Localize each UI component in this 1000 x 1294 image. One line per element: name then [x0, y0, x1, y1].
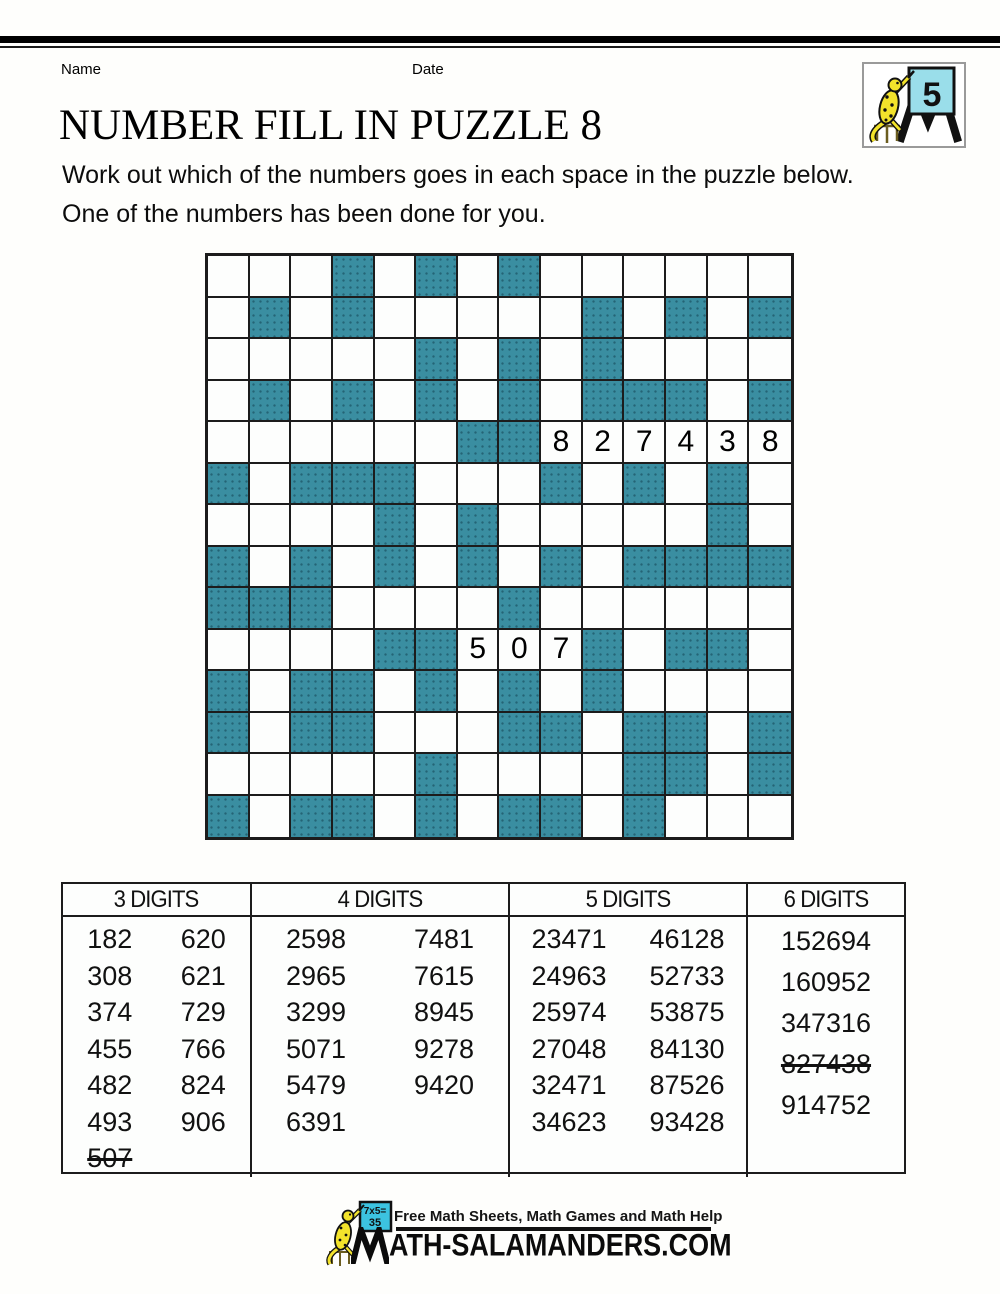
digits-column	[510, 884, 748, 1177]
number-item: 308	[87, 960, 133, 991]
empty-cell[interactable]	[666, 464, 708, 506]
empty-cell[interactable]	[250, 630, 292, 672]
blocked-cell	[333, 256, 375, 298]
number-item: 152694	[780, 926, 872, 956]
empty-cell[interactable]	[208, 505, 250, 547]
empty-cell[interactable]	[375, 713, 417, 755]
empty-cell[interactable]	[208, 256, 250, 298]
empty-cell[interactable]	[666, 588, 708, 630]
empty-cell[interactable]	[583, 256, 625, 298]
empty-cell[interactable]	[375, 256, 417, 298]
name-label: Name	[61, 61, 102, 78]
empty-cell[interactable]	[375, 381, 417, 423]
blocked-cell	[499, 588, 541, 630]
blocked-cell	[375, 630, 417, 672]
empty-cell[interactable]	[499, 298, 541, 340]
prefilled-cell: 2	[583, 422, 625, 464]
empty-cell[interactable]	[708, 671, 750, 713]
empty-cell[interactable]	[708, 588, 750, 630]
blocked-cell	[333, 713, 375, 755]
blocked-cell	[499, 796, 541, 838]
number-item: 5071	[285, 1033, 347, 1064]
digits-column-header-text: 6 DIGITS	[783, 885, 869, 913]
blocked-cell	[666, 298, 708, 340]
empty-cell[interactable]	[583, 754, 625, 796]
number-list	[510, 921, 628, 1177]
blocked-cell	[208, 588, 250, 630]
blocked-cell	[624, 464, 666, 506]
blocked-cell	[333, 671, 375, 713]
empty-cell[interactable]	[499, 505, 541, 547]
number-list	[157, 921, 251, 1177]
blocked-cell	[499, 713, 541, 755]
blocked-cell	[458, 422, 500, 464]
blocked-cell	[333, 796, 375, 838]
number-list	[63, 921, 157, 1177]
grade-badge	[862, 62, 966, 148]
empty-cell[interactable]	[291, 630, 333, 672]
empty-cell[interactable]	[333, 339, 375, 381]
empty-cell[interactable]	[708, 381, 750, 423]
prefilled-cell: 3	[708, 422, 750, 464]
blocked-cell	[208, 464, 250, 506]
empty-cell[interactable]	[291, 505, 333, 547]
number-item: 914752	[780, 1090, 872, 1120]
empty-cell[interactable]	[583, 713, 625, 755]
number-item: 52733	[649, 960, 725, 991]
blocked-cell	[666, 713, 708, 755]
blocked-cell	[624, 547, 666, 589]
number-item: 906	[180, 1106, 226, 1137]
empty-cell[interactable]	[583, 796, 625, 838]
empty-cell[interactable]	[583, 547, 625, 589]
blocked-cell	[499, 422, 541, 464]
digits-column-header	[748, 884, 904, 917]
empty-cell[interactable]	[333, 754, 375, 796]
empty-cell[interactable]	[624, 588, 666, 630]
number-bank-table	[61, 882, 906, 1174]
blocked-cell	[583, 298, 625, 340]
empty-cell[interactable]	[541, 339, 583, 381]
empty-cell[interactable]	[375, 298, 417, 340]
footer-board-line1: 7x5=	[363, 1206, 387, 1217]
empty-cell[interactable]	[749, 796, 791, 838]
blocked-cell	[250, 588, 292, 630]
blocked-cell	[583, 381, 625, 423]
number-item: 824	[180, 1070, 226, 1100]
number-item: 27048	[531, 1033, 607, 1064]
empty-cell[interactable]	[749, 256, 791, 298]
instruction-line-2: One of the numbers has been done for you.	[62, 200, 546, 228]
empty-cell[interactable]	[708, 339, 750, 381]
blocked-cell	[291, 671, 333, 713]
blocked-cell	[666, 754, 708, 796]
digits-column-header-text: 4 DIGITS	[337, 885, 423, 913]
empty-cell[interactable]	[749, 464, 791, 506]
empty-cell[interactable]	[708, 298, 750, 340]
digits-column	[63, 884, 252, 1177]
number-list	[628, 921, 746, 1177]
empty-cell[interactable]	[458, 339, 500, 381]
top-rule-thick	[0, 36, 1000, 43]
blocked-cell	[499, 339, 541, 381]
blocked-cell	[250, 298, 292, 340]
blocked-cell	[624, 381, 666, 423]
empty-cell[interactable]	[749, 630, 791, 672]
empty-cell[interactable]	[541, 588, 583, 630]
digits-column-header	[252, 884, 508, 917]
top-rule-thin	[0, 46, 1000, 48]
empty-cell[interactable]	[583, 588, 625, 630]
empty-cell[interactable]	[333, 588, 375, 630]
number-item: 32471	[531, 1070, 607, 1100]
empty-cell[interactable]	[291, 339, 333, 381]
instruction-line-1: Work out which of the numbers goes in each space in the puzzle below.	[62, 161, 854, 189]
digits-column-body	[510, 917, 746, 1177]
empty-cell[interactable]	[250, 671, 292, 713]
number-item: 46128	[649, 924, 725, 954]
empty-cell[interactable]	[208, 754, 250, 796]
empty-cell[interactable]	[583, 505, 625, 547]
salamander-badge-icon	[864, 64, 964, 146]
number-item: 9278	[413, 1033, 475, 1064]
empty-cell[interactable]	[749, 505, 791, 547]
empty-cell[interactable]	[666, 796, 708, 838]
number-item: 766	[180, 1033, 226, 1064]
empty-cell[interactable]	[250, 339, 292, 381]
empty-cell[interactable]	[250, 505, 292, 547]
blocked-cell	[624, 754, 666, 796]
number-item: 729	[180, 997, 226, 1027]
empty-cell[interactable]	[708, 796, 750, 838]
empty-cell[interactable]	[250, 754, 292, 796]
empty-cell[interactable]	[333, 547, 375, 589]
empty-cell[interactable]	[416, 464, 458, 506]
number-item: 53875	[649, 997, 725, 1027]
blocked-cell	[541, 547, 583, 589]
number-item: 9420	[413, 1070, 475, 1100]
blocked-cell	[541, 464, 583, 506]
empty-cell[interactable]	[666, 505, 708, 547]
prefilled-cell: 7	[624, 422, 666, 464]
empty-cell[interactable]	[708, 754, 750, 796]
empty-cell[interactable]	[499, 547, 541, 589]
footer-m-logo-icon	[351, 1227, 389, 1264]
empty-cell[interactable]	[208, 339, 250, 381]
empty-cell[interactable]	[291, 381, 333, 423]
blocked-cell	[416, 671, 458, 713]
empty-cell[interactable]	[208, 298, 250, 340]
empty-cell[interactable]	[416, 422, 458, 464]
number-item: 620	[180, 924, 226, 954]
blocked-cell	[666, 547, 708, 589]
blocked-cell	[541, 713, 583, 755]
empty-cell[interactable]	[624, 671, 666, 713]
empty-cell[interactable]	[458, 671, 500, 713]
blocked-cell	[749, 547, 791, 589]
blocked-cell	[333, 298, 375, 340]
prefilled-cell: 8	[749, 422, 791, 464]
number-item: 34623	[531, 1106, 607, 1137]
empty-cell[interactable]	[416, 588, 458, 630]
blocked-cell	[291, 464, 333, 506]
empty-cell[interactable]	[458, 256, 500, 298]
empty-cell[interactable]	[375, 754, 417, 796]
number-item: 182	[87, 924, 133, 954]
footer-board-line2: 35	[368, 1217, 382, 1229]
blocked-cell	[291, 547, 333, 589]
empty-cell[interactable]	[291, 298, 333, 340]
blocked-cell	[708, 505, 750, 547]
empty-cell[interactable]	[208, 630, 250, 672]
number-item: 493	[87, 1106, 133, 1137]
number-item: 7481	[413, 924, 475, 954]
blocked-cell	[624, 713, 666, 755]
number-item: 347316	[780, 1008, 872, 1038]
empty-cell[interactable]	[375, 588, 417, 630]
badge-number: 5	[922, 76, 942, 114]
empty-cell[interactable]	[749, 339, 791, 381]
empty-cell[interactable]	[458, 588, 500, 630]
blocked-cell	[541, 796, 583, 838]
blocked-cell	[458, 547, 500, 589]
blocked-cell	[416, 339, 458, 381]
number-item: 507	[87, 1143, 133, 1173]
number-item: 25974	[531, 997, 607, 1027]
date-label: Date	[412, 61, 444, 78]
number-item: 23471	[531, 924, 607, 954]
blocked-cell	[416, 796, 458, 838]
digits-column-header	[510, 884, 746, 917]
empty-cell[interactable]	[708, 256, 750, 298]
empty-cell[interactable]	[541, 298, 583, 340]
blocked-cell	[749, 754, 791, 796]
blocked-cell	[333, 464, 375, 506]
number-item: 621	[180, 960, 226, 991]
blocked-cell	[666, 630, 708, 672]
blocked-cell	[583, 671, 625, 713]
blocked-cell	[749, 713, 791, 755]
empty-cell[interactable]	[666, 671, 708, 713]
empty-cell[interactable]	[458, 381, 500, 423]
empty-cell[interactable]	[541, 256, 583, 298]
digits-column-header-text: 3 DIGITS	[114, 885, 199, 913]
empty-cell[interactable]	[291, 422, 333, 464]
number-item: 2965	[285, 960, 347, 991]
blocked-cell	[208, 796, 250, 838]
prefilled-cell: 0	[499, 630, 541, 672]
empty-cell[interactable]	[416, 547, 458, 589]
empty-cell[interactable]	[624, 505, 666, 547]
blocked-cell	[375, 505, 417, 547]
number-item: 160952	[780, 967, 872, 997]
blocked-cell	[291, 588, 333, 630]
blocked-cell	[250, 381, 292, 423]
empty-cell[interactable]	[416, 713, 458, 755]
number-item: 8945	[413, 997, 475, 1027]
empty-cell[interactable]	[250, 547, 292, 589]
number-item: 2598	[285, 924, 347, 954]
blocked-cell	[375, 547, 417, 589]
empty-cell[interactable]	[666, 256, 708, 298]
empty-cell[interactable]	[416, 298, 458, 340]
empty-cell[interactable]	[458, 464, 500, 506]
empty-cell[interactable]	[458, 713, 500, 755]
blocked-cell	[499, 256, 541, 298]
number-item: 827438	[780, 1049, 872, 1079]
blocked-cell	[583, 630, 625, 672]
empty-cell[interactable]	[541, 754, 583, 796]
footer-tagline: Free Math Sheets, Math Games and Math Help	[394, 1208, 723, 1225]
blocked-cell	[749, 298, 791, 340]
empty-cell[interactable]	[208, 381, 250, 423]
empty-cell[interactable]	[583, 464, 625, 506]
empty-cell[interactable]	[708, 713, 750, 755]
number-item: 84130	[649, 1033, 725, 1064]
blocked-cell	[499, 381, 541, 423]
blocked-cell	[416, 630, 458, 672]
empty-cell[interactable]	[250, 713, 292, 755]
empty-cell[interactable]	[250, 796, 292, 838]
footer-site-row	[351, 1227, 757, 1264]
empty-cell[interactable]	[375, 422, 417, 464]
blocked-cell	[375, 464, 417, 506]
empty-cell[interactable]	[416, 505, 458, 547]
digits-column-header-text: 5 DIGITS	[585, 885, 671, 913]
blocked-cell	[708, 630, 750, 672]
empty-cell[interactable]	[499, 754, 541, 796]
blocked-cell	[708, 464, 750, 506]
blocked-cell	[333, 381, 375, 423]
empty-cell[interactable]	[666, 339, 708, 381]
number-item: 24963	[531, 960, 607, 991]
prefilled-cell: 8	[541, 422, 583, 464]
number-item: 87526	[649, 1070, 725, 1100]
digits-column-body	[252, 917, 508, 1177]
empty-cell[interactable]	[250, 464, 292, 506]
number-item: 482	[87, 1070, 133, 1100]
empty-cell[interactable]	[375, 671, 417, 713]
empty-cell[interactable]	[541, 505, 583, 547]
number-list	[252, 921, 380, 1177]
digits-column-body	[63, 917, 250, 1177]
number-item: 455	[87, 1033, 133, 1064]
number-item: 6391	[285, 1106, 347, 1137]
puzzle-grid	[205, 253, 794, 840]
blocked-cell	[583, 339, 625, 381]
digits-column-header	[63, 884, 250, 917]
blocked-cell	[416, 381, 458, 423]
empty-cell[interactable]	[458, 298, 500, 340]
footer-site-name: ATH-SALAMANDERS.COM	[389, 1228, 732, 1263]
empty-cell[interactable]	[624, 339, 666, 381]
number-list	[380, 921, 508, 1177]
blocked-cell	[291, 796, 333, 838]
empty-cell[interactable]	[624, 630, 666, 672]
number-item: 5479	[285, 1070, 347, 1100]
blocked-cell	[416, 256, 458, 298]
empty-cell[interactable]	[458, 754, 500, 796]
number-list	[748, 921, 904, 1177]
blocked-cell	[624, 796, 666, 838]
empty-cell[interactable]	[499, 464, 541, 506]
empty-cell[interactable]	[375, 796, 417, 838]
blocked-cell	[291, 713, 333, 755]
empty-cell[interactable]	[541, 671, 583, 713]
prefilled-cell: 5	[458, 630, 500, 672]
empty-cell[interactable]	[250, 256, 292, 298]
blocked-cell	[208, 671, 250, 713]
blocked-cell	[208, 713, 250, 755]
empty-cell[interactable]	[291, 754, 333, 796]
empty-cell[interactable]	[541, 381, 583, 423]
empty-cell[interactable]	[749, 671, 791, 713]
blocked-cell	[458, 505, 500, 547]
digits-column	[748, 884, 904, 1177]
empty-cell[interactable]	[458, 796, 500, 838]
empty-cell[interactable]	[291, 256, 333, 298]
blocked-cell	[749, 381, 791, 423]
empty-cell[interactable]	[749, 588, 791, 630]
blocked-cell	[208, 547, 250, 589]
empty-cell[interactable]	[333, 505, 375, 547]
blocked-cell	[666, 381, 708, 423]
number-item: 93428	[649, 1106, 725, 1137]
empty-cell[interactable]	[375, 339, 417, 381]
number-item: 3299	[285, 997, 347, 1027]
number-item: 7615	[413, 960, 475, 991]
prefilled-cell: 4	[666, 422, 708, 464]
digits-column-body	[748, 917, 904, 1177]
blocked-cell	[708, 547, 750, 589]
empty-cell[interactable]	[333, 422, 375, 464]
prefilled-cell: 7	[541, 630, 583, 672]
number-item: 374	[87, 997, 133, 1027]
blocked-cell	[499, 671, 541, 713]
empty-cell[interactable]	[624, 298, 666, 340]
empty-cell[interactable]	[208, 422, 250, 464]
page-title: NUMBER FILL IN PUZZLE 8	[59, 102, 603, 149]
empty-cell[interactable]	[624, 256, 666, 298]
empty-cell[interactable]	[250, 422, 292, 464]
digits-column	[252, 884, 510, 1177]
blocked-cell	[416, 754, 458, 796]
empty-cell[interactable]	[333, 630, 375, 672]
